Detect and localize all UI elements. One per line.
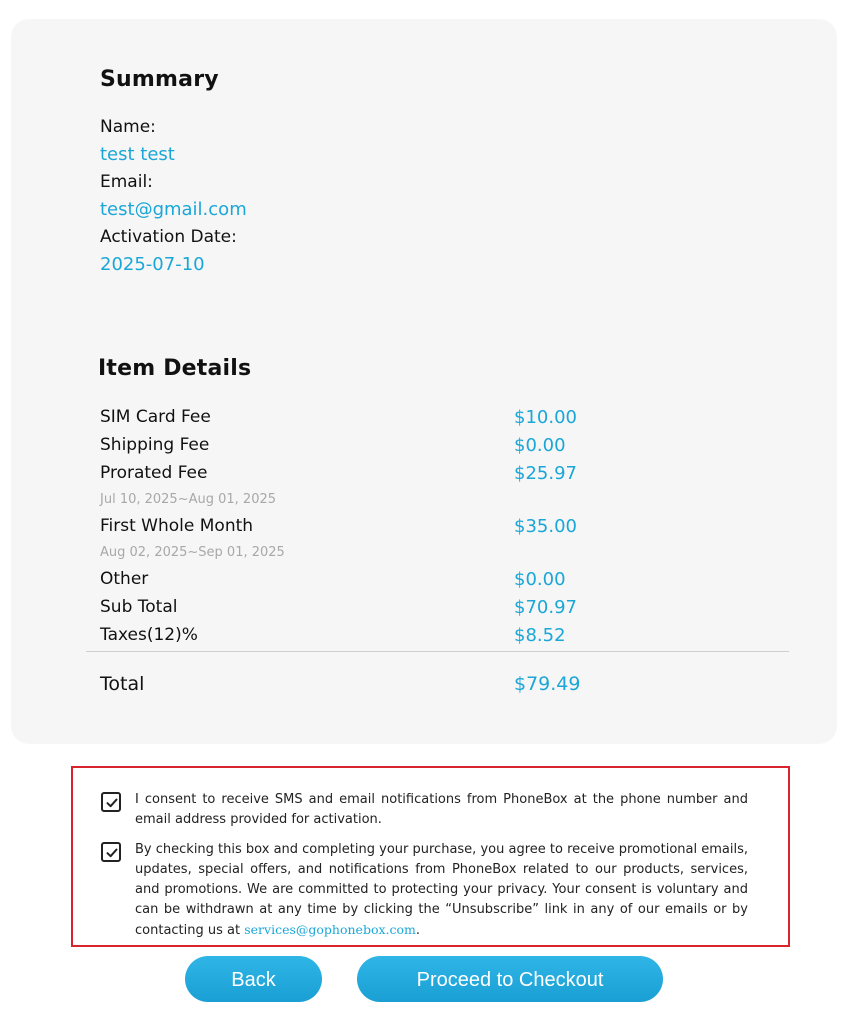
checkmark-icon xyxy=(105,796,119,810)
item-label-prorated-fee: Prorated Fee xyxy=(100,463,208,483)
email-value: test@gmail.com xyxy=(100,199,247,220)
item-label-taxes: Taxes(12)% xyxy=(100,625,198,645)
proceed-to-checkout-button[interactable]: Proceed to Checkout xyxy=(357,956,663,1002)
email-label: Email: xyxy=(100,172,153,192)
activation-date-label: Activation Date: xyxy=(100,227,237,247)
prorated-date-range: Jul 10, 2025~Aug 01, 2025 xyxy=(100,492,277,507)
sms-consent-text: I consent to receive SMS and email notifications from PhoneBox at the phone number and email address provided for activation. xyxy=(135,792,748,827)
item-value-other: $0.00 xyxy=(514,569,566,590)
total-divider xyxy=(86,651,789,652)
summary-card xyxy=(11,19,837,744)
promo-consent-body: By checking this box and completing your purchase, you agree to receive promotional emails, updates, special offers, and notifications from PhoneBox related to our products, services, and promotions. We are committed to protecting your privacy. Your consent is voluntary and can be withdrawn at any time by clicking the “Unsubscribe” link in any of our emails or by contacting us at xyxy=(135,842,748,938)
name-value: test test xyxy=(100,144,175,165)
checkmark-icon xyxy=(105,846,119,860)
name-label: Name: xyxy=(100,117,156,137)
total-value: $79.49 xyxy=(514,673,581,695)
promo-consent-item xyxy=(101,840,748,940)
consent-box xyxy=(71,766,790,947)
item-label-first-whole-month: First Whole Month xyxy=(100,516,254,536)
item-value-prorated-fee: $25.97 xyxy=(514,463,577,484)
item-value-sub-total: $70.97 xyxy=(514,597,577,618)
item-label-sub-total: Sub Total xyxy=(100,597,178,617)
back-button[interactable]: Back xyxy=(185,956,322,1002)
item-value-taxes: $8.52 xyxy=(514,625,566,646)
item-value-first-whole-month: $35.00 xyxy=(514,516,577,537)
promo-consent-text xyxy=(135,840,748,941)
promo-consent-checkbox[interactable] xyxy=(101,842,121,862)
activation-date-value: 2025-07-10 xyxy=(100,254,205,275)
item-details-title: Item Details xyxy=(98,356,252,381)
item-label-sim-card-fee: SIM Card Fee xyxy=(100,407,211,427)
summary-title: Summary xyxy=(100,67,219,92)
promo-consent-tail: . xyxy=(415,923,421,938)
total-label: Total xyxy=(100,673,145,695)
item-value-sim-card-fee: $10.00 xyxy=(514,407,577,428)
item-label-other: Other xyxy=(100,569,149,589)
first-month-date-range: Aug 02, 2025~Sep 01, 2025 xyxy=(100,545,285,560)
sms-consent-checkbox[interactable] xyxy=(101,792,121,812)
sms-consent-item xyxy=(101,790,748,832)
support-email-link[interactable]: services@gophonebox.com xyxy=(244,922,416,937)
item-label-shipping-fee: Shipping Fee xyxy=(100,435,210,455)
item-value-shipping-fee: $0.00 xyxy=(514,435,566,456)
